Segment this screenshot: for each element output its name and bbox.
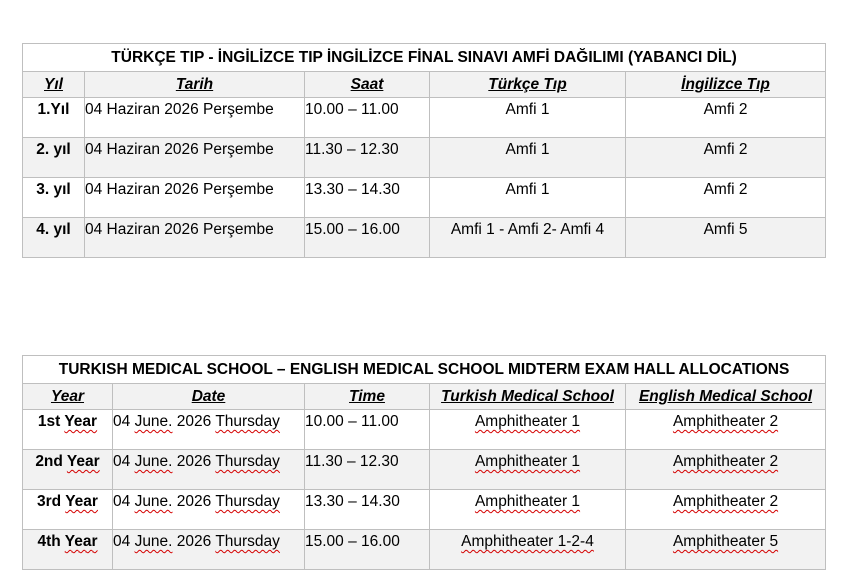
cell-time: 13.30 – 14.30 [305,178,430,218]
date-month: June. [134,413,173,430]
date-day: 04 [113,493,131,510]
cell-turkish-hall: Amfi 1 [430,98,626,138]
turkish-exam-table [22,43,826,258]
cell-english-hall: Amfi 2 [626,138,826,178]
hall-name: Amphitheater 1-2-4 [461,533,594,550]
header-date: Date [113,384,305,410]
hall-name: Amphitheater 5 [672,533,779,550]
table-header-row [23,72,826,98]
date-year: 2026 [176,533,212,550]
hall-name: Amphitheater 1 [474,413,581,430]
cell-turkish-hall [430,410,626,450]
header-english-medicine: İngilizce Tıp [626,72,826,98]
cell-year [23,530,113,570]
cell-year: 4. yıl [23,218,85,258]
table-row [23,490,826,530]
date-year: 2026 [176,493,212,510]
date-month: June. [134,533,173,550]
table-title-row [23,44,826,72]
year-ordinal: 2nd [35,453,63,470]
date-month: June. [134,453,173,470]
date-weekday: Thursday [215,453,280,470]
date-day: 04 [113,413,131,430]
cell-english-hall [626,410,826,450]
cell-turkish-hall [430,450,626,490]
table-title: TURKISH MEDICAL SCHOOL – ENGLISH MEDICAL SCHOOL MIDTERM EXAM HALL ALLOCATIONS [23,356,826,384]
cell-time: 11.30 – 12.30 [305,138,430,178]
cell-date [113,450,305,490]
hall-name: Amphitheater 2 [672,493,779,510]
cell-time: 13.30 – 14.30 [305,490,430,530]
cell-turkish-hall [430,530,626,570]
header-turkish-medical-school: Turkish Medical School [430,384,626,410]
cell-turkish-hall: Amfi 1 - Amfi 2- Amfi 4 [430,218,626,258]
year-word: Year [64,413,98,430]
date-day: 04 [113,533,131,550]
year-word: Year [66,453,100,470]
cell-date [113,410,305,450]
cell-year [23,410,113,450]
table-header-row [23,384,826,410]
cell-english-hall: Amfi 2 [626,98,826,138]
hall-name: Amphitheater 2 [672,453,779,470]
date-year: 2026 [176,453,212,470]
year-word: Year [65,493,98,510]
cell-time: 10.00 – 11.00 [305,410,430,450]
date-month: June. [134,493,173,510]
header-time: Saat [305,72,430,98]
cell-english-hall [626,490,826,530]
cell-english-hall [626,530,826,570]
date-weekday: Thursday [215,493,280,510]
header-time: Time [305,384,430,410]
hall-name: Amphitheater 1 [474,493,581,510]
header-year: Yıl [23,72,85,98]
header-turkish-medicine: Türkçe Tıp [430,72,626,98]
header-english-medical-school: English Medical School [626,384,826,410]
cell-date: 04 Haziran 2026 Perşembe [85,138,305,178]
year-ordinal: 4th [37,533,61,550]
cell-time: 11.30 – 12.30 [305,450,430,490]
cell-date: 04 Haziran 2026 Perşembe [85,218,305,258]
table-row [23,410,826,450]
year-word: Year [64,533,98,550]
hall-name: Amphitheater 1 [474,453,581,470]
cell-year: 3. yıl [23,178,85,218]
date-year: 2026 [176,413,212,430]
table-row [23,138,826,178]
cell-turkish-hall: Amfi 1 [430,138,626,178]
table-title: TÜRKÇE TIP - İNGİLİZCE TIP İNGİLİZCE FİNAL SINAVI AMFİ DAĞILIMI (YABANCI DİL) [23,44,826,72]
cell-turkish-hall [430,490,626,530]
date-weekday: Thursday [215,413,280,430]
cell-year [23,450,113,490]
cell-year [23,490,113,530]
date-day: 04 [113,453,131,470]
cell-date: 04 Haziran 2026 Perşembe [85,178,305,218]
cell-time: 15.00 – 16.00 [305,530,430,570]
table-row [23,178,826,218]
date-weekday: Thursday [215,533,280,550]
year-ordinal: 3rd [37,493,62,510]
table-row [23,98,826,138]
cell-english-hall [626,450,826,490]
cell-date [113,490,305,530]
cell-time: 10.00 – 11.00 [305,98,430,138]
table-row [23,530,826,570]
header-year: Year [23,384,113,410]
cell-year: 1.Yıl [23,98,85,138]
year-ordinal: 1st [37,413,61,430]
header-date: Tarih [85,72,305,98]
table-title-row [23,356,826,384]
cell-date [113,530,305,570]
cell-english-hall: Amfi 2 [626,178,826,218]
table-row [23,450,826,490]
cell-year: 2. yıl [23,138,85,178]
english-exam-table [22,355,826,570]
cell-turkish-hall: Amfi 1 [430,178,626,218]
table-row [23,218,826,258]
cell-english-hall: Amfi 5 [626,218,826,258]
cell-time: 15.00 – 16.00 [305,218,430,258]
cell-date: 04 Haziran 2026 Perşembe [85,98,305,138]
hall-name: Amphitheater 2 [672,413,779,430]
